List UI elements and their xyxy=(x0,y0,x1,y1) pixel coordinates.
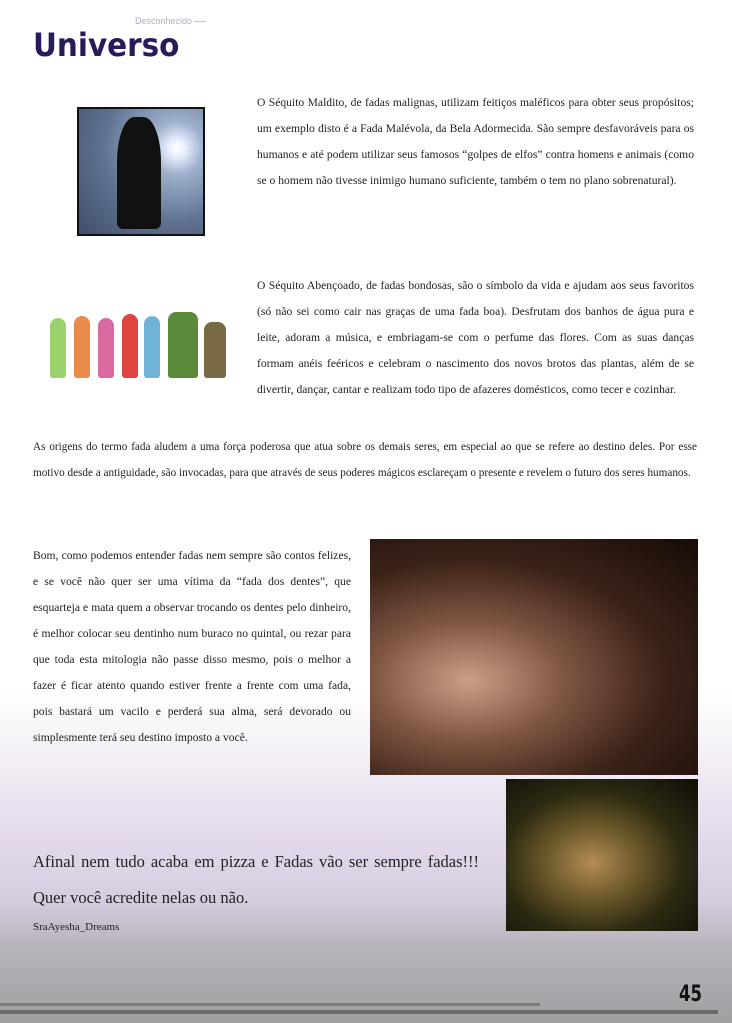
section-subtitle: Desconhecido xyxy=(135,16,206,26)
footer-rule xyxy=(0,1003,540,1006)
paragraph-sequito-abencoado: O Séquito Abençoado, de fadas bondosas, são o símbolo da vida e ajudam aos seus favoritos (só não sei como cair nas graças de uma fada boa). Desfrutam dos banhos de água pura e leite, adoram a música, e embriagam-se com o perfume das flores. Com as suas danças formam anéis feéricos e celebram o nascimento dos novos brotos das plantas, além de se divertir, dançar, cantar e realizam todo tipo de afazeres domésticos, como tecer e cozinhar. xyxy=(257,279,694,396)
maleficent-image xyxy=(77,107,205,236)
closing-quote: Afinal nem tudo acaba em pizza e Fadas vão ser sempre fadas!!! Quer você acredite nelas ou não. xyxy=(33,852,479,907)
paragraph-origens: As origens do termo fada aludem a uma força poderosa que atua sobre os demais seres, em especial ao que se refere ao destino deles. Por esse motivo desde a antiguidade, são invocadas, para que através de seus poderes mágicos esclareçam o presente e revelem o futuro dos seres humanos. xyxy=(33,441,697,479)
footer-rule xyxy=(0,1010,718,1014)
section-title: Universo xyxy=(33,26,180,64)
paragraph-fada-dos-dentes: Bom, como podemos entender fadas nem sempre são contos felizes, e se você não quer ser uma vítima da “fada dos dentes”, que esquarteja e mata quem a observar trocando os dentes pelo dinheiro, é melhor colocar seu dentinho num buraco no quintal, ou rezar para que toda esta mitologia não passe disso mesmo, pois o melhor a fazer é ficar atento quando estiver frente a frente com uma fada, pois bastará um vacilo e perderá sua alma, será devorado ou simplesmente terá seu destino imposto a você. xyxy=(33,549,351,744)
paragraph-sequito-maldito: O Séquito Maldito, de fadas malignas, utilizam feitiços maléficos para obter seus propósitos; um exemplo disto é a Fada Malévola, da Bela Adormecida. São sempre desfavoráveis para os humanos e até podem utilizar seus famosos “golpes de elfos” contra homens e animais (como se o homem não tivesse inimigo humano suficiente, também o tem no plano sobrenatural). xyxy=(257,96,694,187)
page-number: 45 xyxy=(679,982,702,1007)
fairies-image xyxy=(42,290,242,390)
author-signature: SraAyesha_Dreams xyxy=(33,921,120,933)
tooth-fairy-image xyxy=(370,539,698,775)
saturn-devouring-image xyxy=(506,779,698,931)
